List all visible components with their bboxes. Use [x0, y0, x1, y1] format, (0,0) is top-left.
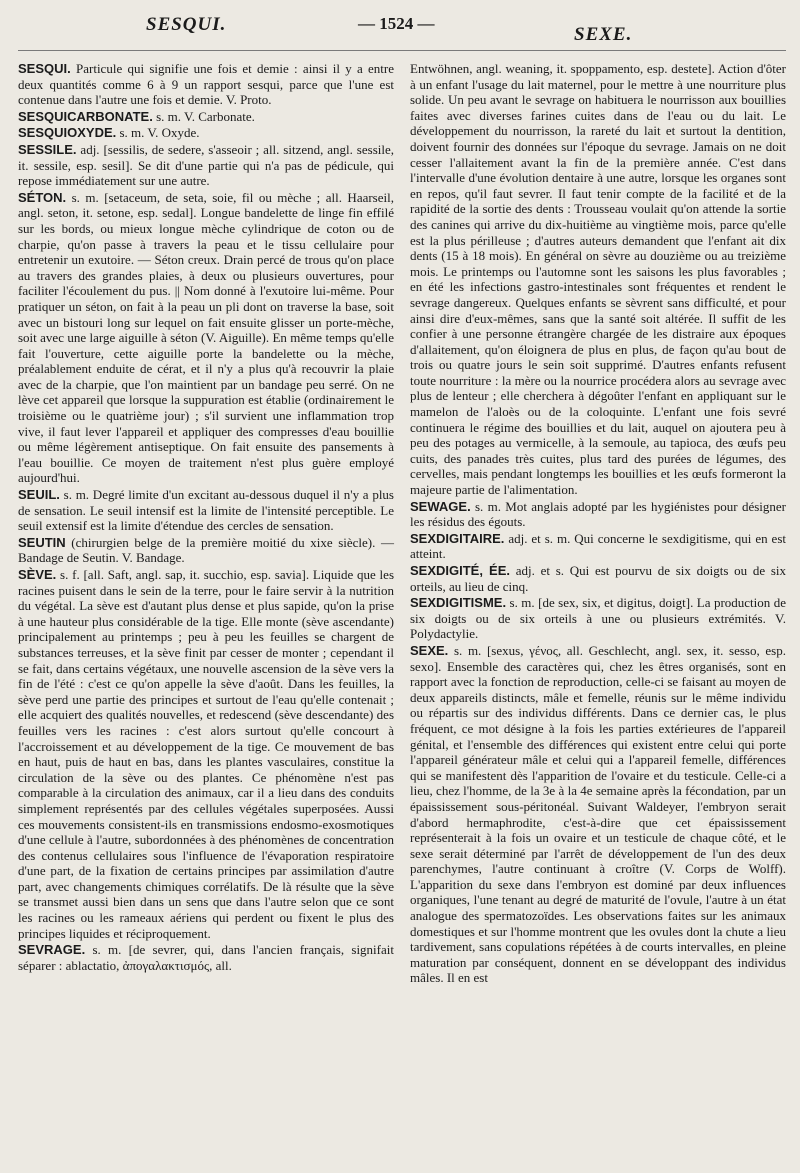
entry-headword: SESSILE.: [18, 141, 77, 157]
dictionary-entry: [410, 499, 786, 530]
dictionary-entry: [410, 531, 786, 562]
entry-headword: SESQUI.: [18, 61, 71, 76]
dictionary-entry: [18, 190, 394, 486]
entry-headword: SEUIL.: [18, 487, 60, 503]
dictionary-entry: [18, 487, 394, 534]
entry-text: s. m. V. Oxyde.: [116, 125, 200, 141]
entry-text: adj. [sessilis, de sedere, s'asseoir ; all. sitzend, angl. sessile, it. sessile, esp. sesil]. Se dit d'une partie qui n'a pas de pédicule, qui repose immédiatement sur une autre.: [18, 141, 394, 189]
entry-text: adj. et s. m. Qui concerne le sexdigitisme, qui en est atteint.: [410, 530, 786, 562]
entry-headword: SEXDIGITISME.: [410, 595, 507, 611]
page-number: — 1524 —: [358, 14, 435, 33]
entry-text: s. m. Mot anglais adopté par les hygiénistes pour désigner les résidus des égouts.: [410, 498, 786, 530]
dictionary-entry: [18, 535, 394, 566]
entry-text: s. m. [sexus, γένος, all. Geschlecht, angl. sex, it. sesso, esp. sexo]. Ensemble des caractères qui, chez les êtres organisés, sont en rapport avec la fonction de reproduction, celle-ci se faisant au moyen de deux appareils distincts, mâle et femelle, réunis sur le même individu ou répartis sur des individus différents. Dans ce dernier cas, le plus fréquent, ce mot désigne à la fois les parties extérieures de l'appareil génital, et l'ensemble des différences qui existent entre celui qui porte l'appareil générateur mâle et celui qui a l'appareil femelle, différences qui se manifestent dès l'apparition de l'ovaire et du testicule. Celle-ci a lieu, chez l'homme, de la 3e à la 4e semaine après la fécondation, par un épaississement sous-péritonéal. Suivant Waldeyer, l'embryon serait d'abord hermaphrodite, c'est-à-dire que cet épaississement représenterait à la fois un ovaire et un testicule de chaque côté, et le sexe serait déterminé par l'arrêt de développement de l'un des deux parenchymes, l'autre continuant à croître (V. Corps de Wolff). L'apparition du sexe dans l'embryon est dominé par deux influences organiques, l'une tenant au degré de maturité de l'ovule, l'autre à un état analogue des spermatozoïdes. Les observations faites sur les animaux domestiques et sur l'homme montrent que les ovules dont la chute a lieu tardivement, sans copulations répétées à de courts intervalles, en pleine maturation par conséquent, donnent en se développant des individus mâles. Il en est: [410, 642, 786, 986]
dictionary-entry: [18, 109, 394, 125]
running-header: [18, 12, 786, 51]
header-right-word: SEXE.: [574, 24, 633, 45]
entry-text: (chirurgien belge de la première moitié du xixe siècle). — Bandage de Seutin. V. Bandage.: [18, 534, 394, 566]
dictionary-entry: [18, 142, 394, 189]
entry-text: adj. et s. Qui est pourvu de six doigts ou de six orteils, au lieu de cinq.: [410, 563, 786, 594]
entry-headword: SEWAGE.: [410, 498, 471, 514]
dictionary-entry: [18, 567, 394, 941]
entry-text: Entwöhnen, angl. weaning, it. spoppamento, esp. destete]. Action d'ôter à un enfant l'usage du lait maternel, pour le mettre à une nourriture plus solide. Un peu avant le sevrage on habituera le nourrisson aux bouillies faites avec diverses farines cuites dans de l'eau ou du lait. Le développement du nourrisson, la rareté du lait et surtout la dentition, doivent fournir des données sur l'époque du sevrage. Jamais on ne doit cesser l'allaitement avant la fin de la première année. C'est dans l'intervalle d'une évolution dentaire à une autre, lorsque les organes sont en repos, qu'il faut sevrer. Il faut tenir compte de la facilité et de la rapidité de la sortie des dents : Trousseau voulait qu'on attende la sortie des canines qui arrive du dix-huitième au vingtième mois, parce qu'elle est la plus périlleuse ; d'autres auteurs demandent que l'enfant ait dix dents (15 à 18 mois). En général on sèvre au douzième ou au treizième mois. Le printemps ou l'automne sont les saisons les plus favorables ; en été les infections gastro-intestinales sont fréquentes et rendent le sevrage dangereux. Quelques enfants se sèvrent sans difficulté, et pour ainsi dire d'eux-mêmes, sans que la santé soit altérée. Il suffit de les confier à une personne étrangère chargée de les distraire aux époques d'allaitement, qu'on éloignera de plus en plus, de façon qu'au bout de trois ou quatre jours le sein soit supprimé. D'autres enfants refusent toute nourriture : la mère ou la nourrice procédera alors au sevrage avec plus de lenteur ; elle cherchera à dégoûter l'enfant en appliquant sur le mamelon de l'aloès ou de la coloquinte. L'enfant une fois sevré continuera le régime des bouillies et du lait, auquel on ajoutera peu à peu des potages au vermicelle, à la semoule, au tapioca, des œufs peu cuits, des panades très cuites, plus tard des purées de légumes, des cervelles, mais pendant longtemps les bouillies et les œufs formeront la majeure partie de l'alimentation.: [410, 61, 786, 498]
entry-headword: SESQUIOXYDE.: [18, 125, 117, 141]
entry-text: s. m. Degré limite d'un excitant au-dessous duquel il n'y a plus de sensation. Le seuil intensif est la limite de l'intensité perceptible. Le seuil extensif est la limite d'étendue des cercles de sensation.: [18, 487, 394, 534]
entry-text: Particule qui signifie une fois et demie : ainsi il y a entre deux quantités comme 6 à 9 un rapport sesqui, parce que l'une est contenue dans l'autre une fois et demie. V. Proto.: [18, 61, 394, 108]
entry-headword: SESQUICARBONATE.: [18, 108, 153, 124]
entry-headword: SEXDIGITAIRE.: [410, 530, 505, 546]
dictionary-entry: [18, 942, 394, 973]
dictionary-entry: [410, 643, 786, 986]
entry-text: s. m. [de sex, six, et digitus, doigt]. La production de six doigts ou de six orteils à une ou plusieurs extrémités. V. Polydactylie.: [410, 595, 786, 642]
dictionary-entry: [410, 563, 786, 594]
dictionary-entry: [18, 61, 394, 108]
dictionary-entry: [18, 125, 394, 141]
entry-headword: SEXDIGITÉ, ÉE.: [410, 563, 511, 578]
entry-headword: SÉTON.: [18, 189, 67, 205]
right-column: [410, 61, 786, 987]
entry-text: s. m. [de sevrer, qui, dans l'ancien français, signifait séparer : ablactatio, ἀπογαλακτισμός, all.: [18, 942, 394, 973]
entry-text: s. m. V. Carbonate.: [152, 108, 255, 124]
two-column-body: [18, 61, 786, 987]
entry-headword: SEVRAGE.: [18, 942, 86, 958]
entry-headword: SÈVE.: [18, 567, 57, 582]
dictionary-entry: [410, 61, 786, 498]
left-column: [18, 61, 394, 987]
entry-headword: SEUTIN: [18, 534, 66, 550]
header-left-word: SESQUI.: [146, 14, 227, 35]
entry-text: s. m. [setaceum, de seta, soie, fil ou mèche ; all. Haarseil, angl. seton, it. setone, esp. sedal]. Longue bandelette de linge fin effilé sur les bords, ou mieux longue mèche cylindrique de coton ou de charpie, qu'on passe à travers la peau et le tissu cellulaire pour entretenir un exutoire. — Séton creux. Drain percé de trous qu'on place au travers des grandes plaies, à deux ou plusieurs ouvertures, pour faciliter l'écoulement du pus. || Nom donné à l'exutoire lui-même. Pour pratiquer un séton, on fait à la peau un pli dont on traverse la base, soit avec un bistouri long sur lequel on fait ensuite glisser un porte-mèche, soit avec une large aiguille à séton (V. Aiguille). En même temps qu'elle fait l'ouverture, cette aiguille porte la bandelette ou la mèche, préalablement enduite de cérat, et il n'y a plus qu'à recouvrir la plaie avec de la charpie, que l'on maintient par un bandage peu serré. On ne lève cet appareil que lorsque la suppuration est établie (ordinairement le troisième ou le quatrième jour) ; s'il survient une inflammation trop vive, il faut lever l'appareil et appliquer des compresses d'eau bouillie ou même légèrement antiseptique. On fait ensuite des pansements à l'eau bouillie. Ce moyen de traitement n'est plus guère employé aujourd'hui.: [18, 189, 394, 486]
entry-text: s. f. [all. Saft, angl. sap, it. succhio, esp. savia]. Liquide que les racines puisent dans le sein de la terre, pour le faire servir à la nutrition du végétal. La sève est d'autant plus dense et plus sapide, qu'on la prise à une hauteur plus considérable de la tige. Elle monte (sève ascendante) principalement au printemps ; peu à peu les feuilles se chargent de substances terreuses, et la sève finit par cesser de monter ; cependant il se fait, dans certains végétaux, une nouvelle ascension de la sève vers la fin de l'été : c'est ce qu'on appelle la sève d'août. Dans les feuilles, la sève perd une partie des principes et surtout de l'eau qu'elle contenait ; elle acquiert des qualités nouvelles, et redescend (sève descendante) des feuilles vers les racines : c'est alors surtout qu'elle concourt à l'accroissement et au développement de la tige. Ce mouvement de bas en haut, puis de haut en bas, dans les plantes vasculaires, constitue la circulation de la sève ou des plantes. Ce phénomène n'est pas comparable à la circulation des animaux, car il a lieu dans des conduits simplement représentés par des cellules végétales superposées. Aussi ces mouvements consistent-ils en transmissions endosmo-exosmotiques d'une cellule à l'autre, subordonnées à des phénomènes de concentration des contenus cellulaires sous l'influence de l'évaporation respiratoire d'une part, de la fixation de certains principes par assimilation d'autre part, avec changements chimiques corrélatifs. De là résulte que la sève se transmet aussi bien dans un sens que dans l'autre selon que ce sont les racines ou les rameaux aériens qui perdent ou fixent le plus des principes liquides et réciproquement.: [18, 567, 394, 941]
dictionary-entry: [410, 595, 786, 642]
entry-headword: SEXE.: [410, 642, 449, 658]
